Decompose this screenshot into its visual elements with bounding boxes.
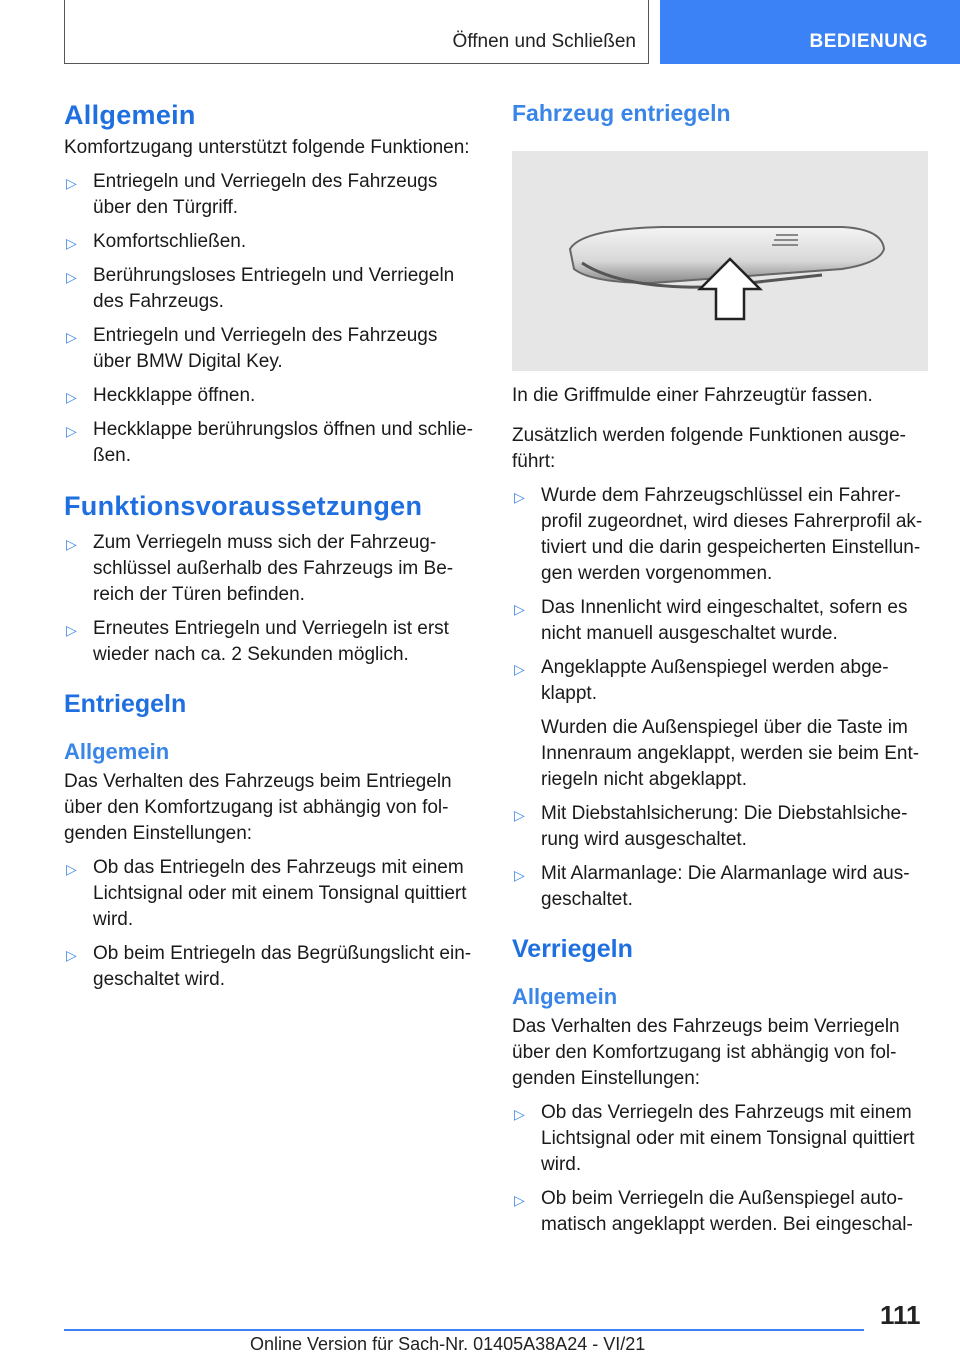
list-item: ▷ Wurde dem Fahrzeugschlüssel ein Fahrerprofil zugeordnet, wird dieses Fahrerprofil aktiviert und die darin gespeicherten Einstellungen werden vorgenommen. [514,485,923,584]
subheading-allgemein: Allgemein [64,739,170,764]
triangle-bullet-icon: ▷ [514,1106,525,1122]
right-column [512,100,928,1238]
list-item: ▷ Heckklappe berührungslos öffnen und schließen. [66,419,473,466]
header-chapter-box [64,0,649,64]
list-item: ▷ Heckklappe öffnen. [64,383,478,409]
list-item: ▷ Ob das Verriegeln des Fahrzeugs mit einem Lichtsignal oder mit einem Tonsignal quittiert wird. [514,1102,915,1175]
subheading-allgemein-verriegeln: Allgemein [512,984,618,1009]
requirements-list [64,530,478,668]
figure-caption: In die Griffmulde einer Fahrzeugtür fassen. [512,385,873,406]
triangle-bullet-icon: ▷ [514,601,525,617]
list-item: ▷ Entriegeln und Verriegeln des Fahrzeugs über den Türgriff. [66,171,438,218]
intro-text: Komfortzugang unterstützt folgende Funktionen: [64,137,470,158]
triangle-bullet-icon: ▷ [66,235,77,251]
footer-version-text: Online Version für Sach-Nr. 01405A38A24 - VI/21 [250,1334,646,1354]
list-item: ▷ Ob das Entriegeln des Fahrzeugs mit einem Lichtsignal oder mit einem Tonsignal quittiert wird. [66,857,467,930]
heading-verriegeln: Verriegeln [512,935,633,963]
list-item: ▷ Mit Alarmanlage: Die Alarmanlage wird ausgeschaltet. [514,863,910,910]
door-handle-illustration [512,151,928,371]
list-item: ▷ Erneutes Entriegeln und Verriegeln ist erst wieder nach ca. 2 Sekunden möglich. [66,618,449,665]
list-item: ▷ Angeklappte Außenspiegel werden abgeklappt. [514,657,889,704]
heading-fahrzeug-entriegeln: Fahrzeug entriegeln [512,100,731,126]
verriegeln-settings-list [512,1100,928,1238]
left-column [64,100,478,993]
footer-divider [64,1329,864,1331]
function-list [64,169,478,469]
triangle-bullet-icon: ▷ [514,867,525,883]
list-item: ▷ Berührungsloses Entriegeln und Verriegeln des Fahrzeugs. [66,265,455,312]
list-item: ▷ Mit Diebstahlsicherung: Die Diebstahlsicherung wird ausgeschaltet. [514,803,908,850]
entriegeln-settings-list [64,855,478,993]
list-item: ▷ Zum Verriegeln muss sich der Fahrzeugschlüssel außerhalb des Fahrzeugs im Bereich der Türen befinden. [66,532,454,605]
chapter-title: Öffnen und Schließen [452,31,636,52]
entriegeln-text: Das Verhalten des Fahrzeugs beim Entriegeln über den Komfortzugang ist abhängig von folgenden Einstellungen: [64,771,452,844]
triangle-bullet-icon: ▷ [514,807,525,823]
triangle-bullet-icon: ▷ [66,329,77,345]
additional-functions-list-2 [512,801,928,913]
triangle-bullet-icon: ▷ [514,489,525,505]
list-item: ▷ Ob beim Verriegeln die Außenspiegel automatisch angeklappt werden. Bei eingeschal- [514,1188,913,1235]
triangle-bullet-icon: ▷ [514,1192,525,1208]
list-item: ▷ Ob beim Entriegeln das Begrüßungslicht eingeschaltet wird. [66,943,472,990]
spiegel-note: Wurden die Außenspiegel über die Taste im Innenraum angeklappt, werden sie beim Entriegeln nicht abgeklappt. [541,717,920,790]
triangle-bullet-icon: ▷ [66,269,77,285]
heading-allgemein: Allgemein [64,100,196,130]
heading-entriegeln: Entriegeln [64,690,187,718]
triangle-bullet-icon: ▷ [66,423,77,439]
triangle-bullet-icon: ▷ [66,175,77,191]
header-section-tab [660,0,960,64]
door-handle-figure [512,151,928,371]
triangle-bullet-icon: ▷ [66,861,77,877]
triangle-bullet-icon: ▷ [514,661,525,677]
triangle-bullet-icon: ▷ [66,622,77,638]
page-number: 111 [880,1300,921,1330]
triangle-bullet-icon: ▷ [66,536,77,552]
heading-funktionsvoraussetzungen: Funktionsvoraussetzungen [64,491,423,521]
list-item: ▷ Das Innenlicht wird eingeschaltet, sofern es nicht manuell ausgeschaltet wurde. [514,597,908,644]
list-item: ▷ Entriegeln und Verriegeln des Fahrzeugs über BMW Digital Key. [66,325,438,372]
triangle-bullet-icon: ▷ [66,389,77,405]
zusatz-text: Zusätzlich werden folgende Funktionen ausgeführt: [512,425,906,472]
verriegeln-text: Das Verhalten des Fahrzeugs beim Verriegeln über den Komfortzugang ist abhängig von folgenden Einstellungen: [512,1016,900,1089]
triangle-bullet-icon: ▷ [66,947,77,963]
additional-functions-list [512,483,928,707]
section-title: BEDIENUNG [809,31,928,52]
list-item: ▷ Komfortschließen. [64,229,478,255]
